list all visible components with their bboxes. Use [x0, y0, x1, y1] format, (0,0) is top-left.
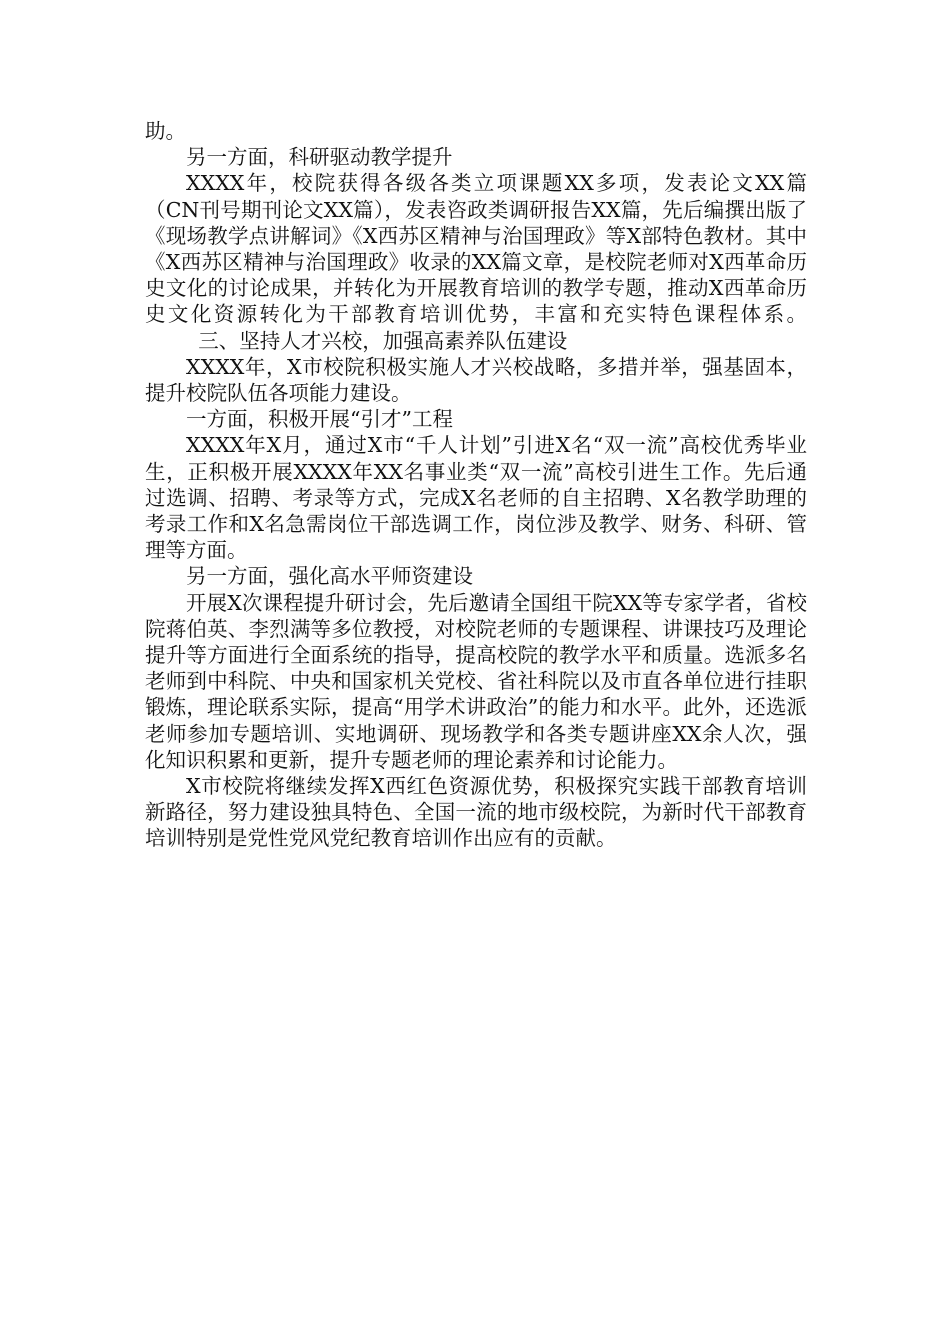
subheading-recruit: 一方面，积极开展“引才”工程 [186, 407, 453, 432]
section-heading-talent: 三、坚持人才兴校，加强高素养队伍建设 [198, 328, 568, 353]
paragraph-faculty: 开展X次课程提升研讨会，先后邀请全国组干院XX等专家学者，省校院蒋伯英、李烈满等多位教授，对校院老师的专题课程、讲课技巧及理论提升等方面进行全面系统的指导，提高校院的教学水平和质量。选派多名老师到中科院、中央和国家机关党校、省社科院以及市直各单位进行挂职锻炼，理论联系实际，提高“用学术讲政治”的能力和水平。此外，还选派老师参加专题培训、实地调研、现场教学和各类专题讲座XX余人次，强化知识积累和更新，提升专题老师的理论素养和讨论能力。 [145, 590, 807, 772]
document-body [145, 118, 807, 852]
paragraph-recruit: XXXX年X月，通过X市“千人计划”引进X名“双一流”高校优秀毕业生，正积极开展XXXX年XX名事业类“双一流”高校引进生工作。先后通过选调、招聘、考录等方式，完成X名老师的自主招聘、X名教学助理的考录工作和X名急需岗位干部选调工作，岗位涉及教学、财务、科研、管理等方面。 [145, 433, 807, 563]
paragraph-continuation: 助。 [145, 119, 186, 143]
paragraph-conclusion: X市校院将继续发挥X西红色资源优势，积极探究实践干部教育培训新路径，努力建设独具特色、全国一流的地市级校院，为新时代干部教育培训特别是党性党风党纪教育培训作出应有的贡献。 [145, 774, 807, 851]
paragraph-talent-intro: XXXX年，X市校院积极实施人才兴校战略，多措并举，强基固本，提升校院队伍各项能力建设。 [145, 354, 807, 406]
paragraph-research-text: XXXX年，校院获得各级各类立项课题XX多项，发表论文XX篇（CN刊号期刊论文XX篇），发表咨政类调研报告XX篇，先后编撰出版了《现场教学点讲解词》《X西苏区精神与治国理政》等X部特色教材。其中《X西苏区精神与治国理政》收录的XX篇文章，是校院老师对X西革命历史文化的讨论成果，并转化为开展教育培训的教学专题，推动X西革命历史文化资源转化为干部教育培训优势，丰富和充实特色课程体系。 [145, 171, 807, 327]
paragraph-research [145, 170, 807, 353]
subheading-research: 另一方面，科研驱动教学提升 [186, 145, 453, 170]
subheading-faculty: 另一方面，强化高水平师资建设 [186, 564, 473, 589]
